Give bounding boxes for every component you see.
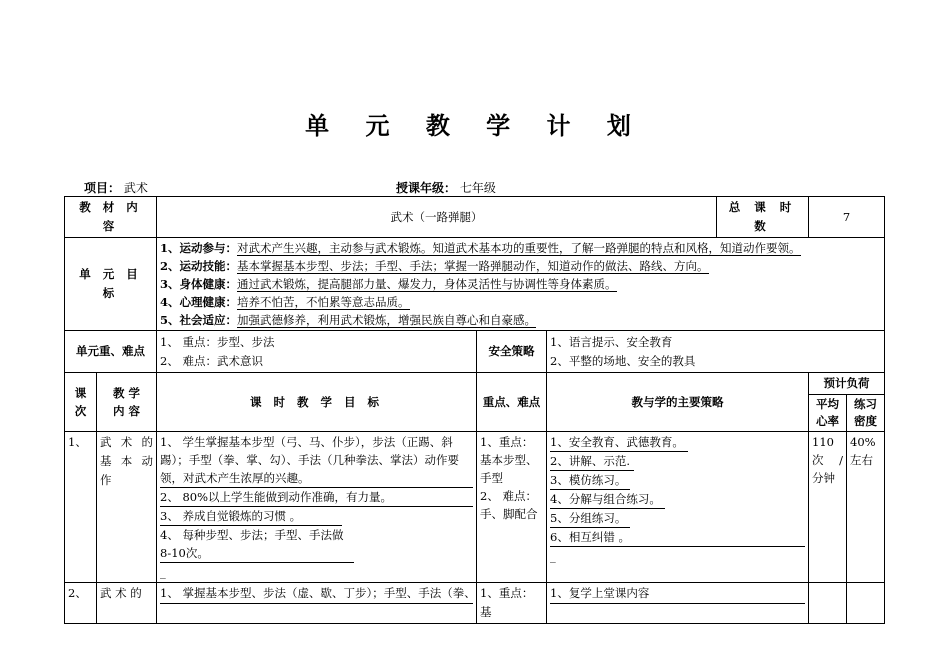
material-row [65,197,885,238]
goal-item [160,275,881,293]
strategy-item: 1、安全教育、武德教育。 [550,433,688,452]
density-header: 练习 密度 [847,395,885,432]
lesson-content-header: 教 学 内 容 [97,373,157,432]
unit-goals-row [65,238,885,331]
key-points-label: 单元重、难点 [65,331,157,373]
lesson-focus-header: 重点、难点 [477,373,547,432]
strategy-item: 5、分组练习。 [550,509,630,528]
lesson-goals [157,432,477,583]
lesson-strategy-header: 教与学的主要策略 [547,373,809,432]
goal-text: 基本掌握基本步型、步法；手型、手法；掌握一路弹腿动作，知道动作的做法、路线、方向。 [237,259,709,273]
goal-item [160,239,881,257]
lesson-goal-item: 1、 学生掌握基本步型（弓、马、仆步），步法（正踢、斜踢）；手型（拳、掌、勾）、手法（几种拳法、掌法）动作要领，对武术产生浓厚的兴趣。 [160,433,473,488]
lesson-goal-item: 1、 掌握基本步型、步法（虚、歇、丁步）；手型、手法（拳、 [160,584,473,604]
strategy-item: 3、模仿练习。 [550,471,630,490]
total-hours-value: 7 [809,197,885,238]
key-points-row [65,331,885,373]
lesson-strategy [547,583,809,624]
total-hours-label: 总 课 时 数 [717,197,809,238]
lesson-header-row [65,373,885,395]
lesson-focus: 1、重点：基本步型、手型 2、 难点：手、脚配合 [477,432,547,583]
lesson-heart-rate: 110 次 / 分钟 [809,432,847,583]
lesson-strategy [547,432,809,583]
goal-head: 5、社会适应： [160,313,238,327]
goal-item [160,311,881,329]
lesson-row [65,583,885,624]
lesson-num-header: 课 次 [65,373,97,432]
project-field [84,179,148,196]
goal-text: 培养不怕苦，不怕累等意志品质。 [237,295,410,309]
key-points-list [157,331,477,373]
lesson-num: 2、 [65,583,97,624]
lesson-goal-item: 2、 80%以上学生能做到动作准确，有力量。 [160,488,473,507]
key-point-item: 2、 难点：武术意识 [160,353,263,368]
goal-head: 2、运动技能： [160,259,238,273]
grade-label: 授课年级： [396,181,457,195]
lesson-content: 武 术 的 [97,583,157,624]
lesson-goals [157,583,477,624]
lesson-heart-rate [809,583,847,624]
material-value: 武术（一路弹腿） [157,197,717,238]
strategy-item: 6、相互纠错 。 [550,528,805,547]
safety-label: 安全策略 [477,331,547,373]
lesson-focus: 1、重点：基 [477,583,547,624]
strategy-item: 4、分解与组合练习。 [550,490,665,509]
goal-text: 对武术产生兴趣，主动参与武术锻炼。知道武术基本功的重要性，了解一路弹腿的特点和风格，知道动作要领。 [237,241,801,255]
goal-text: 加强武德修养，利用武术锻炼，增强民族自尊心和自豪感。 [237,313,537,327]
lesson-goal-item: _ [160,565,166,579]
strategy-item: _ [550,549,556,563]
lesson-content: 武 术 的 基 本 动 作 [97,432,157,583]
document-title: 单 元 教 学 计 划 [305,111,645,140]
lesson-density [847,583,885,624]
strategy-item: 2、讲解、示范. [550,452,634,471]
goal-item [160,257,881,275]
goal-head: 1、运动参与： [160,241,238,255]
key-point-item: 1、 重点：步型、步法 [160,334,275,349]
unit-plan-table [64,196,885,624]
goal-text: 通过武术锻炼，提高腿部力量、爆发力，身体灵活性与协调性等身体素质。 [237,277,617,291]
load-header: 预计负荷 [809,373,885,395]
goal-item [160,293,881,311]
project-value: 武术 [123,181,148,195]
lesson-goals-header: 课 时 教 学 目 标 [157,373,477,432]
goal-head: 3、身体健康： [160,277,238,291]
unit-goals-label: 单 元 目 标 [65,238,157,331]
lesson-num: 1、 [65,432,97,583]
heart-rate-header: 平均 心率 [809,395,847,432]
unit-goals-list [157,238,885,331]
goal-head: 4、心理健康： [160,295,238,309]
lesson-goal-item: 3、 养成自觉锻炼的习惯 。 [160,507,342,526]
material-label: 教 材 内 容 [65,197,157,238]
lesson-row [65,432,885,583]
safety-item: 1、语言提示、安全教育 [550,334,673,349]
safety-item: 2、平整的场地、安全的教具 [550,353,696,368]
grade-value: 七年级 [459,181,496,195]
lesson-goal-item: 4、 每种步型、步法；手型、手法做8-10次。 [160,526,354,563]
grade-field [396,179,496,196]
project-label: 项目： [84,181,121,195]
strategy-item: 1、复学上堂课内容 [550,584,805,604]
safety-list [547,331,885,373]
lesson-density: 40% 左右 [847,432,885,583]
